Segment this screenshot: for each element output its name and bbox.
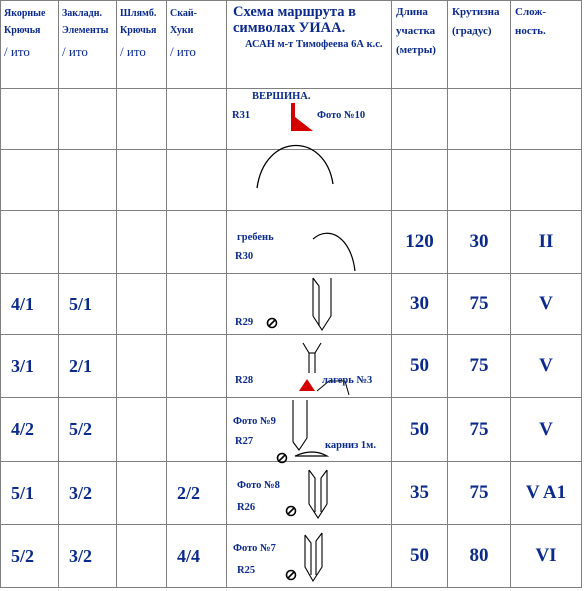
length-cell: 50 <box>392 335 448 398</box>
steep-cell: 75 <box>448 462 511 525</box>
diff-cell: II <box>511 211 582 274</box>
steep-cell: 75 <box>448 274 511 335</box>
bolts-cell <box>117 335 167 398</box>
nuts-cell <box>59 89 117 150</box>
bolts-cell <box>117 274 167 335</box>
anchor-cell: 3/1 <box>1 335 59 398</box>
diff-cell: VI <box>511 525 582 588</box>
nuts-cell: 5/2 <box>59 398 117 462</box>
header-nuts: Закладн. Элементы / ито <box>59 1 117 89</box>
length-cell: 30 <box>392 274 448 335</box>
nuts-cell <box>59 150 117 211</box>
steep-cell: 30 <box>448 211 511 274</box>
anchor-cell: 5/2 <box>1 525 59 588</box>
r27-label: R27 <box>235 436 254 447</box>
scheme-title: Схема маршрута в символах УИАА. <box>233 4 356 36</box>
r25-label: R25 <box>237 565 256 576</box>
sky-cell <box>167 150 227 211</box>
diff-cell: V <box>511 274 582 335</box>
scheme-subtitle: АСАН м-т Тимофеева 6А к.с. <box>245 39 383 50</box>
table-row <box>1 150 582 211</box>
sky-cell <box>167 89 227 150</box>
r30-label: R30 <box>235 251 254 262</box>
camp-tent-icon <box>227 335 392 398</box>
header-anchor-hooks: Якорные Крючья / ито <box>1 1 59 89</box>
sky-cell <box>167 274 227 335</box>
bolts-cell <box>117 398 167 462</box>
header-length: Длина участка (метры) <box>392 1 448 89</box>
diff-cell: V <box>511 398 582 462</box>
length-cell <box>392 150 448 211</box>
diff-cell <box>511 150 582 211</box>
scheme-cell <box>227 150 392 211</box>
sky-cell: 2/2 <box>167 462 227 525</box>
bolts-cell <box>117 462 167 525</box>
nuts-cell: 3/2 <box>59 462 117 525</box>
anchor-cell: 4/1 <box>1 274 59 335</box>
scheme-cell <box>227 89 392 150</box>
diff-cell <box>511 89 582 150</box>
summit-dome-icon <box>227 150 392 211</box>
photo10-label: Фото №10 <box>317 110 366 121</box>
anchor-cell <box>1 211 59 274</box>
dihedral-icon <box>227 274 392 335</box>
sky-cell <box>167 398 227 462</box>
table-row <box>1 211 582 274</box>
scheme-cell <box>227 462 392 525</box>
r28-label: R28 <box>235 375 254 386</box>
sky-cell <box>167 335 227 398</box>
table-row <box>1 525 582 588</box>
camp-label: лагерь №3 <box>322 375 373 386</box>
nuts-cell: 3/2 <box>59 525 117 588</box>
anchor-cell <box>1 150 59 211</box>
scheme-cell <box>227 398 392 462</box>
sky-cell <box>167 211 227 274</box>
length-cell: 120 <box>392 211 448 274</box>
steep-cell: 75 <box>448 398 511 462</box>
scheme-cell <box>227 211 392 274</box>
table-row <box>1 398 582 462</box>
header-bolts: Шлямб. Крючья / ито <box>117 1 167 89</box>
photo8-label: Фото №8 <box>237 480 280 491</box>
table-row <box>1 274 582 335</box>
scheme-cell <box>227 274 392 335</box>
anchor-cell <box>1 89 59 150</box>
r31-label: R31 <box>232 110 251 121</box>
dihedral-icon <box>227 462 392 525</box>
header-difficulty: Слож- ность. <box>511 1 582 89</box>
bolts-cell <box>117 525 167 588</box>
bolts-cell <box>117 150 167 211</box>
summit-label: ВЕРШИНА. <box>252 91 311 102</box>
scheme-cell <box>227 335 392 398</box>
ridge-line-icon <box>227 211 392 274</box>
anchor-cell: 5/1 <box>1 462 59 525</box>
header-steepness: Крутизна (градус) <box>448 1 511 89</box>
diff-cell: V A1 <box>511 462 582 525</box>
dihedral-icon <box>227 525 392 588</box>
cornice-label: карниз 1м. <box>325 440 376 451</box>
table-row <box>1 89 582 150</box>
nuts-cell: 5/1 <box>59 274 117 335</box>
nuts-cell: 2/1 <box>59 335 117 398</box>
length-cell <box>392 89 448 150</box>
photo9-label: Фото №9 <box>233 416 276 427</box>
r26-label: R26 <box>237 502 256 513</box>
length-cell: 50 <box>392 398 448 462</box>
photo7-label: Фото №7 <box>233 543 276 554</box>
header-row <box>1 1 582 89</box>
steep-cell: 75 <box>448 335 511 398</box>
anchor-cell: 4/2 <box>1 398 59 462</box>
nuts-cell <box>59 211 117 274</box>
header-skyhooks: Скай- Хуки / ито <box>167 1 227 89</box>
bolts-cell <box>117 89 167 150</box>
scheme-cell <box>227 525 392 588</box>
table-row <box>1 335 582 398</box>
bolts-cell <box>117 211 167 274</box>
ridge-label: гребень <box>237 232 274 243</box>
header-scheme <box>227 1 392 89</box>
sky-cell: 4/4 <box>167 525 227 588</box>
cornice-icon <box>227 398 392 462</box>
steep-cell <box>448 150 511 211</box>
table-row <box>1 462 582 525</box>
length-cell: 50 <box>392 525 448 588</box>
steep-cell <box>448 89 511 150</box>
r29-label: R29 <box>235 317 254 328</box>
diff-cell: V <box>511 335 582 398</box>
summit-flag-icon <box>227 89 392 150</box>
length-cell: 35 <box>392 462 448 525</box>
steep-cell: 80 <box>448 525 511 588</box>
